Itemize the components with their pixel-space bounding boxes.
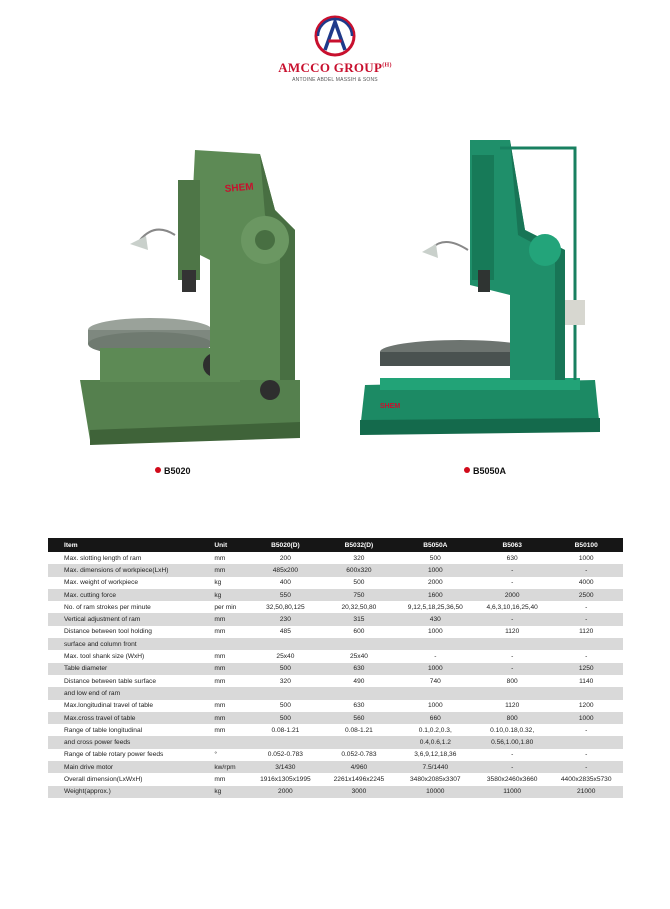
table-cell: - (511, 579, 514, 587)
table-cell (208, 736, 248, 748)
table-cell: 2500 (549, 589, 623, 601)
table-cell: 4000 (578, 579, 594, 587)
table-cell: 500 (353, 579, 365, 587)
table-cell (208, 638, 248, 650)
table-cell: 630 (353, 702, 365, 710)
table-cell: Range of table rotary power feeds (64, 751, 164, 759)
table-row (48, 626, 623, 638)
logo-subtitle: ANTOINE ABDEL MASSIH & SONS (292, 77, 378, 83)
table-cell: 400 (279, 579, 291, 587)
table-cell: 0.052-0.783 (341, 751, 377, 759)
table-cell: - (475, 564, 549, 576)
table-row (48, 577, 623, 589)
table-cell (249, 638, 323, 650)
table-row (48, 724, 623, 736)
table-header-row (48, 538, 623, 552)
table-cell: - (434, 653, 437, 661)
table-row (48, 687, 623, 699)
table-cell: 230 (249, 613, 323, 625)
table-row (48, 564, 623, 576)
bullet-icon (155, 467, 161, 473)
table-cell: - (475, 613, 549, 625)
logo-emblem-icon (312, 14, 358, 58)
table-row (48, 552, 623, 564)
table-cell: 315 (322, 613, 396, 625)
table-cell (249, 687, 323, 699)
table-cell: 320 (279, 677, 291, 685)
table-cell: Max.longitudinal travel of table (64, 702, 154, 710)
company-logo (270, 14, 400, 84)
table-cell: 2000 (475, 589, 549, 601)
table-cell (249, 736, 323, 748)
table-cell: - (511, 751, 514, 759)
table-cell: mm (214, 702, 226, 710)
table-cell: 600 (353, 628, 365, 636)
table-cell: mm (208, 663, 248, 675)
table-cell: 430 (396, 613, 475, 625)
table-cell: 630 (506, 554, 518, 562)
table-cell: 630 (322, 663, 396, 675)
table-cell: 20,32,50,80 (341, 603, 377, 611)
table-cell: 3480x2085x3307 (410, 775, 461, 783)
table-cell: - (585, 726, 588, 734)
specifications-table (48, 538, 623, 798)
table-cell: 3,6,9,12,18,36 (414, 751, 457, 759)
table-cell: 1600 (396, 589, 475, 601)
table-cell: 4400x2835x5730 (560, 775, 612, 783)
table-cell: 1200 (578, 702, 594, 710)
table-cell: Max. slotting length of ram (64, 554, 142, 562)
table-cell: 3580x2460x3660 (486, 775, 538, 783)
table-cell: - (585, 751, 588, 759)
table-cell: 600x320 (322, 564, 396, 576)
table-cell: 485x200 (249, 564, 323, 576)
table-row (48, 663, 623, 675)
table-cell: Max. dimensions of workpiece(LxH) (48, 564, 208, 576)
table-row (48, 589, 623, 601)
table-cell: 660 (396, 712, 475, 724)
table-cell: 4,6,3,10,16,25,40 (486, 603, 538, 611)
table-cell: - (475, 761, 549, 773)
table-cell: - (549, 761, 623, 773)
table-cell: 320 (353, 554, 365, 562)
table-cell: 1000 (549, 712, 623, 724)
table-row (48, 601, 623, 613)
table-row (48, 700, 623, 712)
table-cell: 1000 (578, 554, 594, 562)
header-model: B5050A (396, 538, 475, 552)
table-cell (322, 638, 396, 650)
table-cell: 500 (279, 702, 291, 710)
table-cell: 800 (506, 677, 518, 685)
caption-b5020: B5020 (155, 466, 191, 476)
table-cell: Overall dimension(LxWxH) (64, 775, 143, 783)
header-item: Item (48, 538, 208, 552)
table-cell: Max.cross travel of table (48, 712, 208, 724)
table-cell: 800 (475, 712, 549, 724)
table-cell (322, 736, 396, 748)
table-row (48, 749, 623, 761)
table-cell: 485 (279, 628, 291, 636)
header-model: B50100 (549, 538, 623, 552)
table-cell: - (549, 613, 623, 625)
table-cell: mm (208, 613, 248, 625)
table-row (48, 638, 623, 650)
table-cell: Main drive motor (48, 761, 208, 773)
table-cell: and cross power feeds (48, 736, 208, 748)
table-row (48, 712, 623, 724)
table-cell: - (549, 564, 623, 576)
table-cell: 200 (279, 554, 291, 562)
table-cell: 32,50,80,125 (266, 603, 305, 611)
table-cell: 1000 (427, 628, 443, 636)
table-cell: 500 (249, 712, 323, 724)
table-cell: 1000 (396, 564, 475, 576)
table-cell: ° (214, 751, 217, 759)
table-cell: 1120 (579, 628, 594, 636)
table-cell: 3000 (322, 786, 396, 798)
table-cell (475, 687, 549, 699)
table-cell: 2261x1496x2245 (333, 775, 385, 783)
table-cell (208, 687, 248, 699)
table-cell: mm (214, 726, 226, 734)
table-cell: 0.4,0.6,1.2 (396, 736, 475, 748)
table-cell (549, 638, 623, 650)
table-cell: mm (214, 677, 226, 685)
table-cell: 750 (322, 589, 396, 601)
table-cell: 2000 (427, 579, 443, 587)
table-cell: 1120 (505, 702, 520, 710)
table-cell: Max. weight of workpiece (64, 579, 139, 587)
header-model: B5020(D) (249, 538, 323, 552)
table-cell: 1000 (427, 702, 443, 710)
table-cell: kw/rpm (208, 761, 248, 773)
header-model: B5063 (475, 538, 549, 552)
machine-photo-b5020 (60, 140, 320, 460)
table-cell: 25x40 (276, 653, 295, 661)
table-cell: 560 (322, 712, 396, 724)
table-cell (549, 736, 623, 748)
table-cell: Max. cutting force (48, 589, 208, 601)
table-cell: - (585, 653, 588, 661)
table-cell: Distance between table surface (64, 677, 157, 685)
logo-name: AMCCO $GROUP^{(H)}$ (278, 60, 392, 75)
table-row (48, 650, 623, 662)
table-cell: 0.08-1.21 (271, 726, 300, 734)
table-cell (549, 687, 623, 699)
table-cell: Max. tool shank size (WxH) (64, 653, 145, 661)
table-cell: 3/1430 (249, 761, 323, 773)
table-cell: 7.5/1440 (396, 761, 475, 773)
table-cell: 0.1,0.2,0.3, (418, 726, 452, 734)
table-cell: 740 (429, 677, 441, 685)
table-cell: 4/960 (322, 761, 396, 773)
table-cell: mm (208, 564, 248, 576)
table-row (48, 761, 623, 773)
machine-photo-b5050a (360, 130, 610, 450)
table-cell: kg (214, 579, 222, 587)
table-cell: 10000 (396, 786, 475, 798)
table-cell: 25x40 (349, 653, 368, 661)
caption-b5050a: B5050A (464, 466, 506, 476)
table-cell: 11000 (475, 786, 549, 798)
table-cell: 0.56,1.00,1.80 (475, 736, 549, 748)
table-cell: 1140 (579, 677, 594, 685)
table-cell: No. of ram strokes per minute (64, 603, 151, 611)
table-row (48, 736, 623, 748)
table-cell: 0.052-0.783 (267, 751, 303, 759)
table-cell: - (585, 603, 588, 611)
table-cell: 9,12,5,18,25,36,50 (407, 603, 463, 611)
table-cell: - (475, 663, 549, 675)
table-cell: kg (208, 589, 248, 601)
table-cell (396, 687, 475, 699)
table-cell: 1120 (505, 628, 520, 636)
header-model: B5032(D) (322, 538, 396, 552)
table-cell: Table diameter (48, 663, 208, 675)
table-cell: 500 (249, 663, 323, 675)
table-cell (396, 638, 475, 650)
machine-brand-mark: SHEM (224, 181, 255, 195)
table-cell: 21000 (549, 786, 623, 798)
table-row (48, 675, 623, 687)
table-cell: mm (214, 653, 226, 661)
table-cell (475, 638, 549, 650)
table-cell: 490 (353, 677, 365, 685)
table-cell: mm (214, 775, 226, 783)
table-cell: Range of table longitudinal (64, 726, 143, 734)
table-row (48, 786, 623, 798)
table-cell: per min (214, 603, 237, 611)
table-row (48, 773, 623, 785)
table-cell: 500 (429, 554, 441, 562)
table-cell (322, 687, 396, 699)
table-cell: 1916x1305x1995 (260, 775, 311, 783)
table-cell: mm (208, 712, 248, 724)
table-cell: 1250 (549, 663, 623, 675)
table-cell: mm (214, 628, 226, 636)
table-cell: Vertical adjustment of ram (48, 613, 208, 625)
table-cell: - (511, 653, 514, 661)
table-cell: 1000 (396, 663, 475, 675)
table-cell: and low end of ram (48, 687, 208, 699)
table-cell: Distance between tool holding (64, 628, 152, 636)
table-cell: mm (214, 554, 226, 562)
table-cell: surface and column front (48, 638, 208, 650)
header-unit: Unit (208, 538, 248, 552)
table-cell: 550 (249, 589, 323, 601)
table-cell: Weight(approx.) (48, 786, 208, 798)
table-cell: 0.10,0.18,0.32, (490, 726, 535, 734)
table-cell: 0.08-1.21 (344, 726, 373, 734)
bullet-icon (464, 467, 470, 473)
table-row (48, 613, 623, 625)
machine-brand-mark-2: SHEM (380, 403, 401, 410)
table-cell: kg (208, 786, 248, 798)
table-cell: 2000 (249, 786, 323, 798)
